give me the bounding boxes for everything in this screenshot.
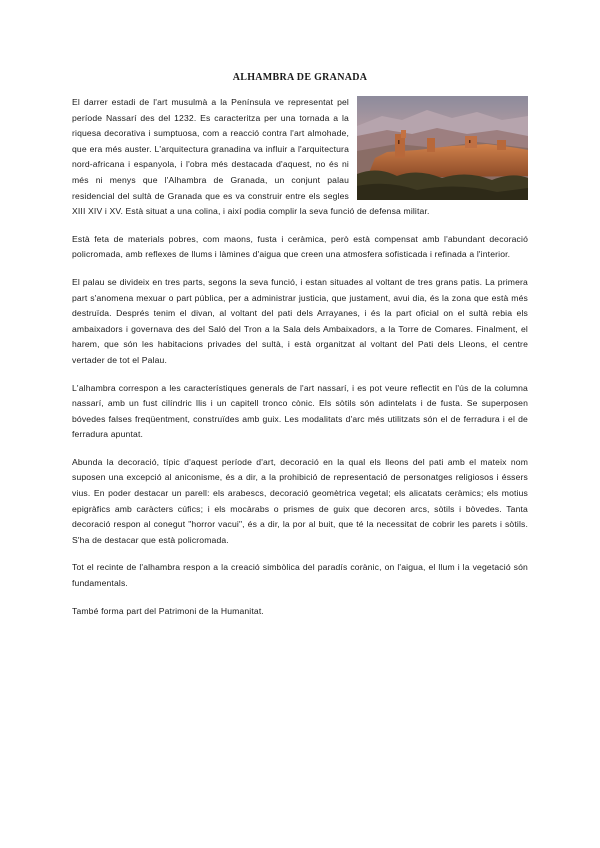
paragraph-materials: Està feta de materials pobres, com maons, fusta i ceràmica, però està compensat amb l'abundant decoració policromada, amb reflexes de llums i làmines d'aigua que creen una atmosfera sofisticada i refinada a l'interior. (72, 233, 528, 260)
paragraph-symbolism: Tot el recinte de l'alhambra respon a la creació simbòlica del paradís corànic, on l'aigua, el llum i la vegetació són fundamentals. (72, 562, 528, 589)
paragraph-architecture: L'alhambra correspon a les característiques generals de l'art nassarí, i es pot veure reflectit en l'ús de la columna nassarí, amb un fust cilíndric llis i un capitell tronco cònic. Els sòtils són adintelats i de fusta. Se superposen bóvedes falses freqüentment, construïdes amb guix. Les modalitats d'arc més utilitzats són el de ferradura i el de ferradura apuntat. (72, 382, 528, 440)
document-title: ALHAMBRA DE GRANADA (232, 72, 368, 83)
alhambra-photo (357, 96, 528, 200)
paragraph-structure: El palau se divideix en tres parts, segons la seva funció, i estan situades al voltant de tres grans patis. La primera part s'anomena mexuar o part pública, per a administrar justicia, que justament, avui dia, és la zona que està més destruïda. Després tenim el divan, al voltant del pati dels Arrayanes, i és la part oficial on el sultà rebia els ambaixadors i governava des del Saló del Tron a la Sala dels Ambaixadors, a la Torre de Comares. Finalment, el harem, que són les habitacions privades del sultà, i està organitzat al voltant del Pati dels Lleons, el centre vertader de tot el Palau. (72, 276, 528, 365)
paragraph-heritage: També forma part del Patrimoni de la Humanitat. (72, 605, 264, 616)
paragraph-decoration: Abunda la decoració, típic d'aquest període d'art, decoració en la qual els lleons del pati amb el mateix nom suposen una excepció al aniconisme, és a dir, a la prohibició de representació de personatges religiosos i éssers vius. En poder destacar un parell: els arabescs, decoració geomètrica vegetal; els alicatats ceràmics; els motius epigràfics amb caràcters cúfics; i els mocàrabs o prismes de guix que decoren arcs, sòtils i bòvedes. Tanta decoració respon al conegut "horror vacui", és a dir, la por al buit, que té la necessitat de cobrir les parets i sòtils. S'ha de destacar que està policromada. (72, 456, 528, 545)
paragraph-intro: El darrer estadi de l'art musulmà a la Península ve representat pel període Nassarí des del 1232. Es caracteritza per una tornada a la riquesa decorativa i sumptuosa, com a reacció contra l'art almohade, que era més auster. L'arquitectura granadina va influir a l'arquitectura nord-africana i espanyola, i l'obra més destacada d'aquest, no és ni més ni menys que l'Alhambra de Granada, un conjunt palau residencial del sultà de Granada que es va construir entre els segles XIII XIV i XV. Està situat a una colina, i així podia complir la seva funció de defensa militar. (72, 97, 430, 217)
